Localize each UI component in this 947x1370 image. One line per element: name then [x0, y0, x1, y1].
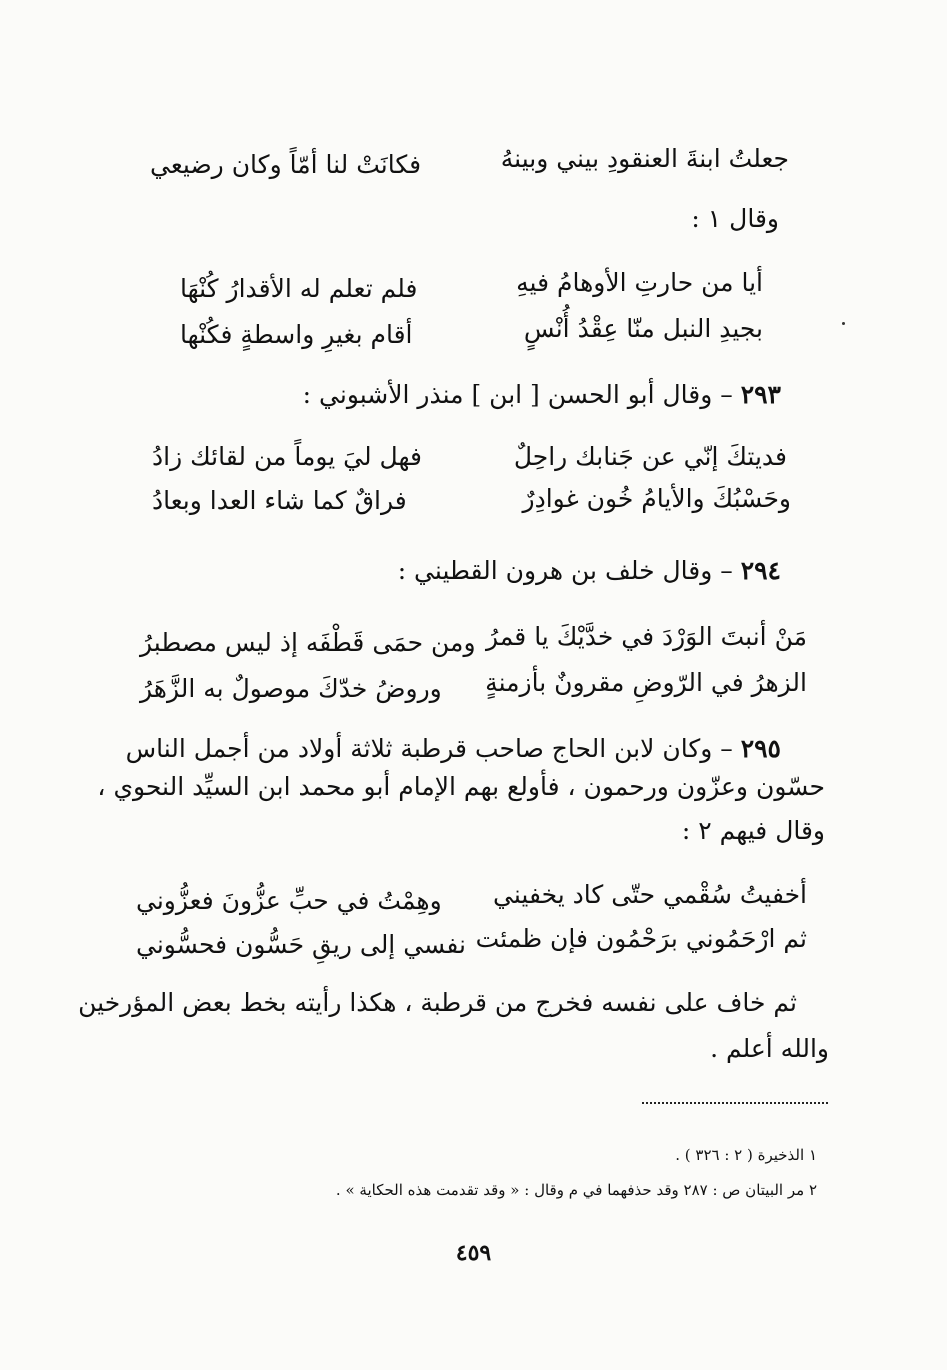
footnote: ١ الذخيرة ( ٢ : ٣٢٦ ) . — [675, 1146, 817, 1164]
verse-second-hemistich: وهِمْتُ في حبِّ عزُّونَ فعزُّوني — [136, 886, 442, 915]
verse-first-hemistich: مَنْ أنبتَ الوَرْدَ في خدَّيْكَ يا قمرُ — [486, 622, 807, 651]
section-text: – وكان لابن الحاج صاحب قرطبة ثلاثة أولاد من أجمل الناس — [125, 734, 733, 763]
footnote: ٢ مر البيتان ص : ٢٨٧ وقد حذفهما في م وقال : « وقد تقدمت هذه الحكاية » . — [335, 1181, 817, 1199]
section-heading — [303, 382, 781, 407]
verse-first-hemistich: أخفيتُ سُقْمي حتّى كاد يخفيني — [493, 880, 807, 909]
verse-second-hemistich: نفسي إلى ريقِ حَسُّون فحسُّوني — [136, 930, 466, 959]
paragraph-line: حسّون وعزّون ورحمون ، فأولع بهم الإمام أبو محمد ابن السيِّد النحوي ، — [97, 772, 825, 801]
page-number: ٤٥٩ — [455, 1240, 492, 1266]
footnote-separator — [642, 1102, 828, 1104]
verse-first-hemistich: جعلتُ ابنةَ العنقودِ بيني وبينهُ — [500, 144, 789, 173]
section-number: ٢٩٤ — [740, 556, 781, 585]
verse-first-hemistich: وحَسْبُكَ والأيامُ خُون غوادِرٌ — [522, 484, 791, 513]
verse-first-hemistich: ثم ارْحَمُوني برَحْمُون فإن ظمئت — [475, 924, 807, 953]
text-line: وقال ١ : — [691, 204, 779, 233]
section-number: ٢٩٣ — [740, 380, 781, 409]
verse-second-hemistich: ومن حمَى قَطْفَه إذ ليس مصطبرُ — [140, 628, 476, 657]
section-heading — [126, 736, 781, 761]
verse-second-hemistich: فراقٌ كما شاء العدا وبعادُ — [152, 486, 407, 515]
section-text: – وقال أبو الحسن [ ابن ] منذر الأشبوني : — [302, 380, 733, 409]
section-text: – وقال خلف بن هرون القطيني : — [397, 556, 733, 585]
verse-first-hemistich: الزهرُ في الرّوضِ مقرونٌ بأزمنةٍ — [485, 668, 807, 697]
verse-first-hemistich: بجيدِ النبل منّا عِقْدُ أُنْسٍ — [523, 314, 763, 343]
verse-second-hemistich: فكانَتْ لنا أمّاً وكان رضيعي — [150, 150, 422, 179]
verse-first-hemistich: فديتكَ إنّي عن جَنابك راحِلٌ — [513, 442, 787, 471]
paragraph-line: ثم خاف على نفسه فخرج من قرطبة ، هكذا رأيته بخط بعض المؤرخين — [78, 988, 797, 1017]
verse-second-hemistich: فهل ليَ يوماً من لقائك زادُ — [152, 442, 422, 471]
stray-mark — [842, 322, 845, 325]
verse-second-hemistich: فلم تعلم له الأقدارُ كُنْهَا — [180, 274, 418, 303]
verse-second-hemistich: وروضُ خدّكَ موصولٌ به الزَّهَرُ — [140, 674, 442, 703]
verse-second-hemistich: أقام بغيرِ واسطةٍ فكُنْها — [180, 320, 413, 349]
verse-first-hemistich: أيا من حارتِ الأوهامُ فيهِ — [516, 268, 763, 297]
section-number: ٢٩٥ — [740, 734, 781, 763]
section-heading — [398, 558, 781, 583]
paragraph-line: وقال فيهم ٢ : — [681, 816, 825, 845]
paragraph-line: والله أعلم . — [710, 1034, 829, 1063]
